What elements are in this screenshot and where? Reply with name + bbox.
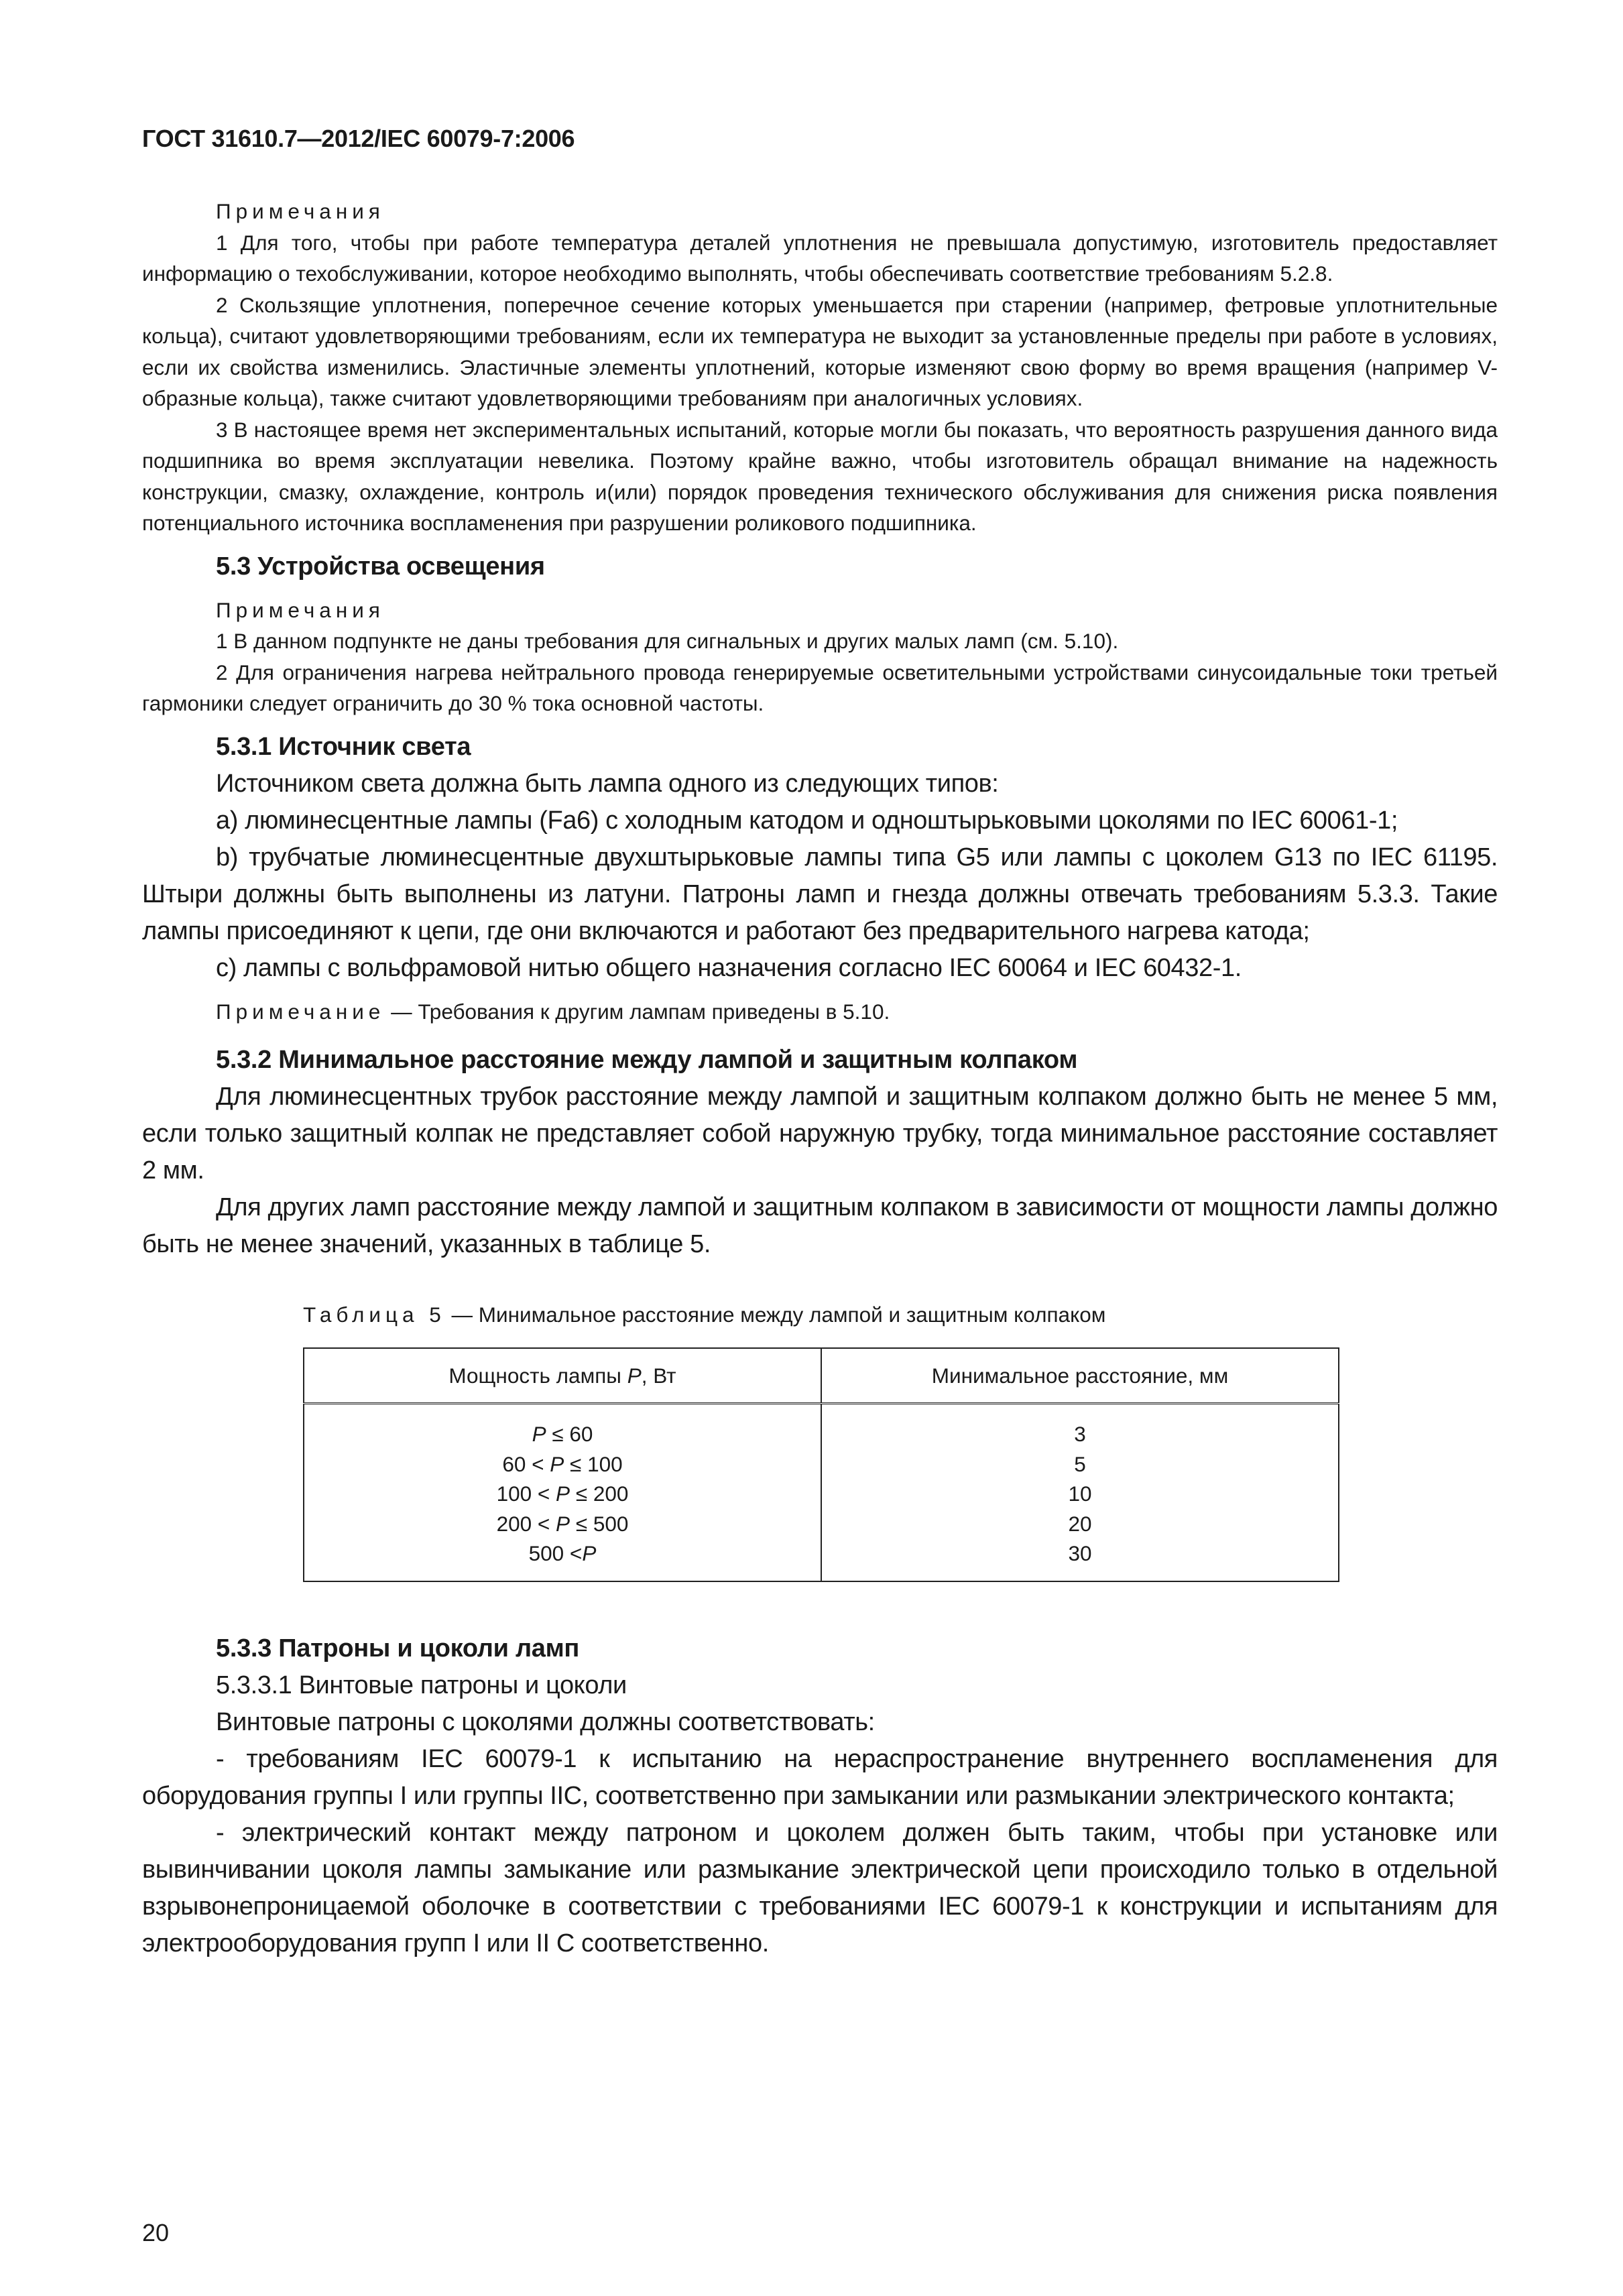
paragraph: Винтовые патроны с цоколями должны соответствовать:: [216, 1707, 875, 1736]
list-item-b: b) трубчатые люминесцентные двухштырьковые лампы типа G5 или лампы с цоколем G13 по IEC 61195. Штыри должны быть выполнены из латуни. Патроны ламп и гнезда должны отвечать требованиям 5.3.3. Такие лампы присоединяют к цепи, где они включаются и работают без предварительного нагрева катода;: [142, 843, 1498, 945]
subsection-title: 5.3.3.1 Винтовые патроны и цоколи: [216, 1671, 627, 1699]
table-row: [304, 1404, 1339, 1449]
note-text: — Требования к другим лампам приведены в 5.10.: [385, 999, 890, 1024]
table-caption-label: Таблица 5: [303, 1303, 446, 1327]
list-item-c: c) лампы с вольфрамовой нитью общего назначения согласно IEC 60064 и IEC 60432-1.: [216, 953, 1242, 982]
cell-power: 100 < Р ≤ 200: [304, 1479, 821, 1509]
table-row: [304, 1449, 1339, 1479]
cell-distance: 20: [821, 1509, 1339, 1539]
table-5: [303, 1347, 1339, 1582]
section-heading-5-3-1: 5.3.1 Источник света: [216, 732, 471, 761]
paragraph: Для люминесцентных трубок расстояние между лампой и защитным колпаком должно быть не менее 5 мм, если только защитный колпак не представляет собой наружную трубку, тогда минимальное расстояние составляет 2 мм.: [142, 1083, 1498, 1185]
paragraph: Источником света должна быть лампа одного из следующих типов:: [216, 769, 999, 798]
cell-power: 500 <Р: [304, 1538, 821, 1581]
section-5-3-3-body: [142, 1667, 1498, 1962]
list-item-a: a) люминесцентные лампы (Fa6) с холодным катодом и одноштырьковыми цоколями по IEC 60061-1;: [216, 806, 1398, 835]
cell-distance: 3: [821, 1404, 1339, 1449]
section-heading-5-3-3: 5.3.3 Патроны и цоколи ламп: [216, 1634, 580, 1663]
section-5-3-2-body: [142, 1079, 1498, 1263]
table-row: [304, 1538, 1339, 1581]
note-item: 2 Скользящие уплотнения, поперечное сечение которых уменьшается при старении (например, фетровые уплотнительные кольца), считают удовлетворяющими требованиям, если их температура не выходит за установленные пределы при работе в условиях, если их свойства изменились. Эластичные элементы уплотнений, которые изменяют свою форму во время вращения (например V-образные кольца), также считают удовлетворяющими требованиям при аналогичных условиях.: [142, 292, 1498, 410]
cell-power: 200 < Р ≤ 500: [304, 1509, 821, 1539]
table-caption-text: — Минимальное расстояние между лампой и защитным колпаком: [445, 1303, 1106, 1327]
table-caption: [142, 1299, 1498, 1330]
list-item: - электрический контакт между патроном и цоколем должен быть таким, чтобы при установке или вывинчивании цоколя лампы замыкание или размыкание электрической цепи происходило только в отдельной взрывонепроницаемой оболочке в соответствии с требованиями IEC 60079-1 к конструкции и испытаниям для электрооборудования групп I или II С соответственно.: [142, 1818, 1498, 1957]
table-header-distance: Минимальное расстояние, мм: [821, 1348, 1339, 1404]
section-5-3-1-body: [142, 766, 1498, 987]
cell-distance: 10: [821, 1479, 1339, 1509]
note-item: 1 Для того, чтобы при работе температура деталей уплотнения не превышала допустимую, изготовитель предоставляет информацию о техобслуживании, которое необходимо выполнять, чтобы обеспечивать соответствие требованиям 5.2.8.: [142, 230, 1498, 286]
cell-power: Р ≤ 60: [304, 1404, 821, 1449]
cell-distance: 30: [821, 1538, 1339, 1581]
table-row: [304, 1509, 1339, 1539]
notes-title: Примечания: [216, 597, 385, 622]
note-5-3-1: [142, 996, 1498, 1028]
cell-distance: 5: [821, 1449, 1339, 1479]
cell-power: 60 < Р ≤ 100: [304, 1449, 821, 1479]
page-number: 20: [142, 2219, 170, 2246]
notes-block-2: [142, 595, 1498, 719]
section-heading-5-3-2: 5.3.2 Минимальное расстояние между лампой и защитным колпаком: [216, 1046, 1078, 1074]
page-content: [142, 196, 1498, 1962]
table-row: [304, 1479, 1339, 1509]
note-label: Примечание: [216, 999, 385, 1024]
list-item: - требованиям IEC 60079-1 к испытанию на нераспространение внутреннего воспламенения для оборудования группы I или группы IIС, соответственно при замыкании или размыкании электрического контакта;: [142, 1744, 1498, 1810]
section-heading-5-3: 5.3 Устройства освещения: [216, 552, 545, 581]
note-item: 3 В настоящее время нет экспериментальных испытаний, которые могли бы показать, что вероятность разрушения данного вида подшипника во время эксплуатации невелика. Поэтому крайне важно, чтобы изготовитель обращал внимание на надежность конструкции, смазку, охлаждение, контроль и(или) порядок проведения технического обслуживания для снижения риска появления потенциального источника воспламенения при разрушении роликового подшипника.: [142, 417, 1498, 535]
document-header: ГОСТ 31610.7—2012/IEC 60079-7:2006: [142, 125, 575, 152]
table-header-power: Мощность лампы Р, Вт: [304, 1348, 821, 1404]
note-item: 1 В данном подпункте не даны требования для сигнальных и других малых ламп (см. 5.10).: [216, 629, 1119, 653]
note-item: 2 Для ограничения нагрева нейтрального провода генерируемые осветительными устройствами синусоидальные токи третьей гармоники следует ограничить до 30 % тока основной частоты.: [142, 660, 1498, 715]
paragraph: Для других ламп расстояние между лампой и защитным колпаком в зависимости от мощности лампы должно быть не менее значений, указанных в таблице 5.: [142, 1193, 1498, 1258]
notes-block-1: [142, 196, 1498, 539]
notes-title: Примечания: [216, 199, 385, 223]
